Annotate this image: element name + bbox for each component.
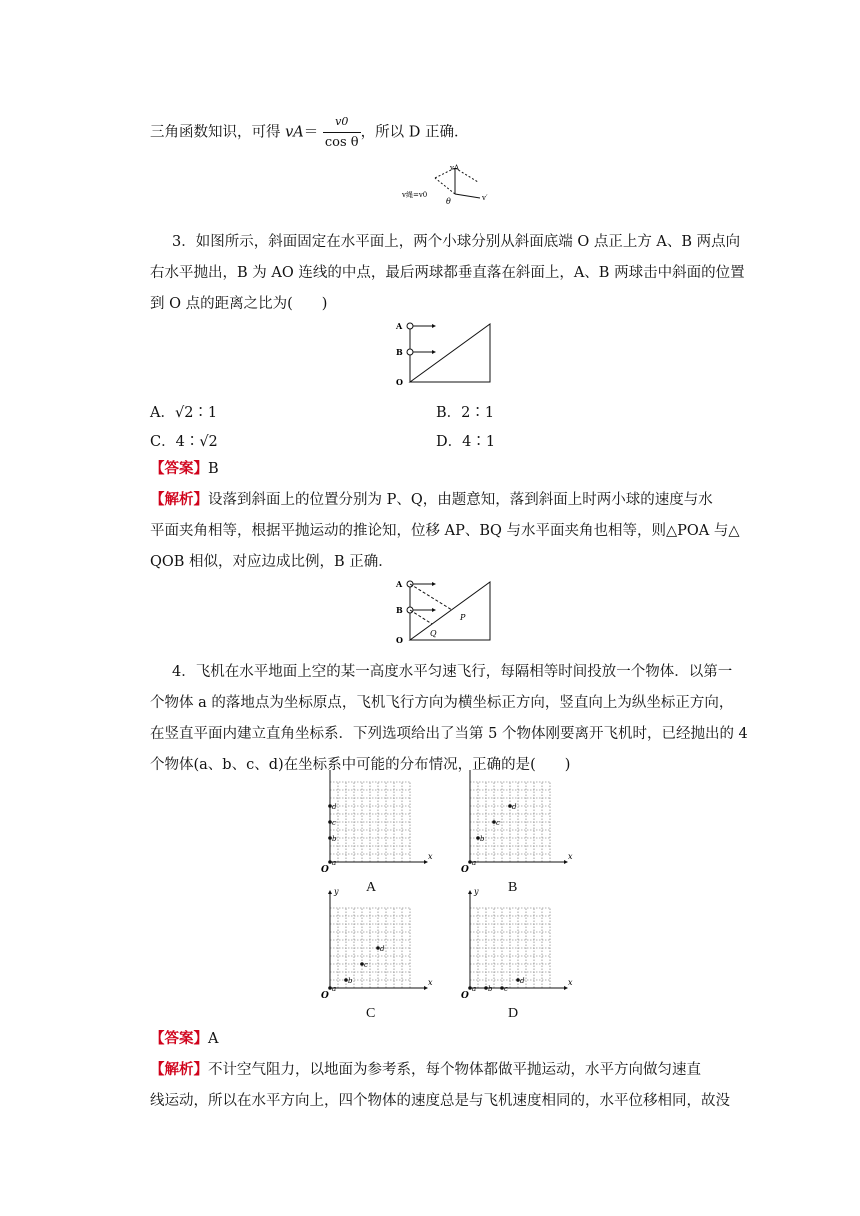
point-label: b: [332, 835, 337, 843]
x-axis-label: x: [428, 852, 433, 861]
q3-line-3: 到 O 点的距离之比为( ): [150, 296, 328, 312]
x-axis-label: x: [568, 852, 573, 861]
analysis-tag: 【解析】: [150, 492, 208, 508]
answer-tag: 【答案】: [150, 461, 208, 477]
q3-analysis-2: 平面夹角相等，根据平抛运动的推论知，位移 AP、BQ 与水平面夹角也相等，则△POA 与△: [150, 523, 740, 539]
point-label: a: [472, 859, 477, 867]
q4-line-2: 个物体 a 的落地点为坐标原点，飞机飞行方向为横坐标正方向，竖直向上为纵坐标正方向，: [150, 695, 734, 711]
y-axis-label: y: [474, 887, 479, 896]
fraction-denominator: cos θ: [324, 135, 359, 150]
svg-text:B: B: [396, 605, 403, 615]
q3-line-2: 右水平抛出，B 为 AO 连线的中点，最后两球都垂直落在斜面上，A、B 两球击中斜面的位置: [150, 265, 745, 281]
svg-text:A: A: [396, 321, 403, 331]
point-label: a: [332, 985, 337, 993]
point-label: b: [348, 977, 353, 985]
top-text-a: 三角函数知识，可得: [150, 124, 281, 141]
x-axis-label: x: [428, 978, 433, 987]
point-label: a: [472, 985, 477, 993]
va-symbol: vA: [285, 124, 304, 141]
svg-text:Q: Q: [430, 629, 437, 638]
q4-answer: 【答案】A: [150, 1031, 219, 1047]
coordinate-graphs: [310, 770, 590, 1030]
fig-va: vA: [450, 164, 460, 172]
origin-label: O: [461, 865, 469, 875]
q3-line-1: 3．如图所示，斜面固定在水平面上，两个小球分别从斜面底端 O 点正上方 A、B 两点向: [172, 234, 741, 250]
equals-sign: ＝: [303, 124, 319, 141]
graph-caption-c: C: [366, 1006, 376, 1021]
q3-analysis-1: 【解析】设落到斜面上的位置分别为 P、Q，由题意知，落到斜面上时两小球的速度与水: [150, 492, 713, 508]
svg-text:B: B: [396, 347, 403, 357]
fig-theta: θ: [446, 197, 451, 206]
point-label: b: [480, 835, 485, 843]
point-label: c: [504, 985, 508, 993]
velocity-fraction: [323, 112, 361, 153]
q4-line-3: 在竖直平面内建立直角坐标系．下列选项给出了当第 5 个物体刚要离开飞机时，已经抛出的 4: [150, 726, 748, 742]
q3-option-b[interactable]: B．2∶1: [436, 405, 495, 421]
svg-text:P: P: [460, 613, 466, 622]
top-text-b: ，所以 D 正确．: [360, 124, 469, 141]
incline-figure: [390, 318, 500, 390]
fraction-numerator: v0: [323, 112, 361, 133]
origin-label: O: [461, 991, 469, 1001]
graph-caption-a: A: [366, 880, 377, 895]
q4-line-4: 个物体(a、b、c、d)在坐标系中可能的分布情况，正确的是( ): [150, 757, 571, 773]
point-label: d: [380, 945, 385, 953]
q3-option-c[interactable]: C．4∶√2: [150, 434, 218, 450]
incline-solution-figure: [390, 574, 502, 648]
point-label: c: [332, 819, 336, 827]
point-label: d: [512, 803, 517, 811]
point-label: c: [364, 961, 368, 969]
point-label: a: [332, 859, 337, 867]
origin-label: O: [321, 865, 329, 875]
svg-text:O: O: [396, 377, 403, 387]
q4-line-1: 4．飞机在水平地面上空的某一高度水平匀速飞行，每隔相等时间投放一个物体．以第一: [172, 664, 733, 680]
q3-option-d[interactable]: D．4∶1: [436, 434, 496, 450]
q4-analysis-2: 线运动，所以在水平方向上，四个物体的速度总是与飞机速度相同的，水平位移相同，故没: [150, 1093, 730, 1109]
origin-label: O: [321, 991, 329, 1001]
svg-text:A: A: [396, 579, 403, 589]
graph-caption-d: D: [508, 1006, 519, 1021]
point-label: c: [496, 819, 500, 827]
svg-text:O: O: [396, 635, 403, 645]
fig-vs: v绳=v0: [402, 191, 428, 199]
top-line: [150, 112, 468, 153]
y-axis-label: y: [334, 887, 339, 896]
point-label: d: [520, 977, 525, 985]
velocity-diagram: [400, 160, 520, 220]
point-label: b: [488, 985, 493, 993]
fig-vp: v′: [482, 194, 488, 202]
q4-analysis-1: 【解析】不计空气阻力，以地面为参考系，每个物体都做平抛运动，水平方向做匀速直: [150, 1062, 701, 1078]
point-label: d: [332, 803, 337, 811]
x-axis-label: x: [568, 978, 573, 987]
q3-analysis-3: QOB 相似，对应边成比例，B 正确．: [150, 554, 393, 570]
q3-option-a[interactable]: A．√2∶1: [150, 405, 218, 421]
q3-answer: [150, 459, 219, 479]
graph-caption-b: B: [508, 880, 518, 895]
answer-value: B: [208, 461, 219, 477]
